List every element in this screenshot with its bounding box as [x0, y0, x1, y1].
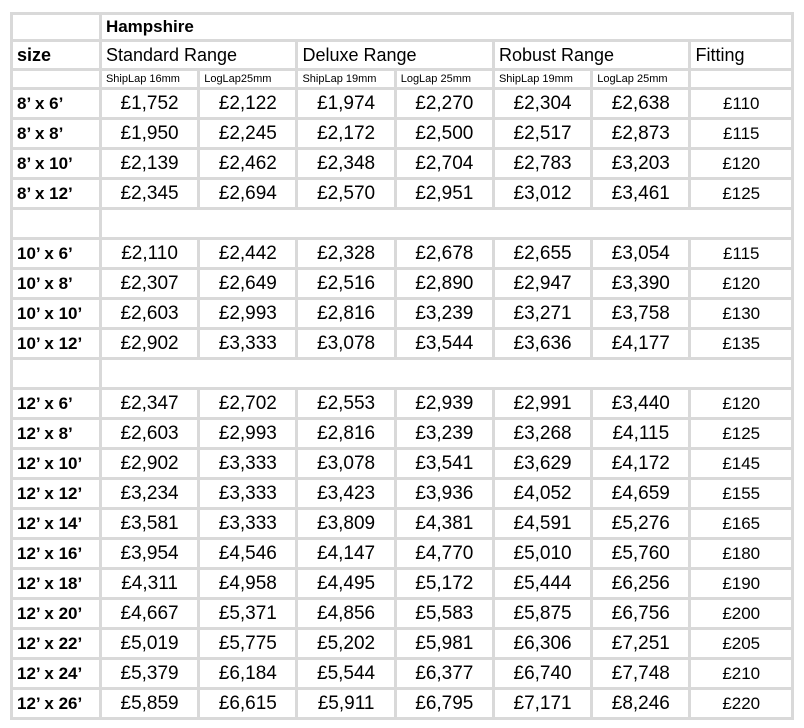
size-cell: 12’ x 12’	[12, 479, 101, 509]
price-cell: £3,636	[493, 329, 591, 359]
price-cell: £3,333	[199, 449, 297, 479]
price-cell: £2,603	[100, 299, 198, 329]
price-cell: £2,783	[493, 149, 591, 179]
size-cell: 12’ x 18’	[12, 569, 101, 599]
price-cell: £2,993	[199, 299, 297, 329]
fitting-cell: £120	[690, 389, 793, 419]
price-cell: £2,890	[395, 269, 493, 299]
size-cell: 12’ x 26’	[12, 689, 101, 719]
price-cell: £1,950	[100, 119, 198, 149]
price-cell: £6,615	[199, 689, 297, 719]
price-cell: £3,629	[493, 449, 591, 479]
fitting-cell: £210	[690, 659, 793, 689]
subheader-standard-shiplap: ShipLap 16mm	[100, 70, 198, 89]
price-cell: £4,591	[493, 509, 591, 539]
size-cell: 8’ x 10’	[12, 149, 101, 179]
price-cell: £2,678	[395, 239, 493, 269]
table-row	[12, 269, 793, 299]
price-cell: £2,328	[297, 239, 395, 269]
price-cell: £3,239	[395, 299, 493, 329]
price-cell: £3,078	[297, 329, 395, 359]
price-cell: £4,667	[100, 599, 198, 629]
price-cell: £5,276	[592, 509, 690, 539]
price-cell: £1,752	[100, 89, 198, 119]
fitting-cell: £110	[690, 89, 793, 119]
price-cell: £5,775	[199, 629, 297, 659]
price-cell: £3,203	[592, 149, 690, 179]
standard-range-header: Standard Range	[100, 41, 297, 70]
price-cell: £7,748	[592, 659, 690, 689]
price-cell: £4,770	[395, 539, 493, 569]
subheader-blank-cell	[12, 70, 101, 89]
table-row	[12, 419, 793, 449]
fitting-cell: £220	[690, 689, 793, 719]
price-cell: £2,902	[100, 329, 198, 359]
price-cell: £1,974	[297, 89, 395, 119]
price-cell: £2,345	[100, 179, 198, 209]
size-cell: 12’ x 6’	[12, 389, 101, 419]
table-row	[12, 449, 793, 479]
subheader-deluxe-shiplap: ShipLap 19mm	[297, 70, 395, 89]
size-cell: 8’ x 12’	[12, 179, 101, 209]
table-row	[12, 149, 793, 179]
price-cell: £5,911	[297, 689, 395, 719]
price-cell: £2,122	[199, 89, 297, 119]
price-cell: £5,010	[493, 539, 591, 569]
price-cell: £2,553	[297, 389, 395, 419]
price-cell: £4,381	[395, 509, 493, 539]
subheader-robust-loglap: LogLap 25mm	[592, 70, 690, 89]
price-cell: £4,311	[100, 569, 198, 599]
price-cell: £2,307	[100, 269, 198, 299]
price-cell: £2,110	[100, 239, 198, 269]
price-cell: £5,019	[100, 629, 198, 659]
price-cell: £4,659	[592, 479, 690, 509]
price-cell: £3,234	[100, 479, 198, 509]
price-cell: £2,172	[297, 119, 395, 149]
price-cell: £2,500	[395, 119, 493, 149]
price-cell: £2,655	[493, 239, 591, 269]
price-cell: £3,581	[100, 509, 198, 539]
price-cell: £5,444	[493, 569, 591, 599]
price-cell: £3,333	[199, 329, 297, 359]
price-cell: £3,054	[592, 239, 690, 269]
price-cell: £3,012	[493, 179, 591, 209]
price-cell: £2,873	[592, 119, 690, 149]
price-cell: £3,758	[592, 299, 690, 329]
price-cell: £2,570	[297, 179, 395, 209]
size-cell: 10’ x 12’	[12, 329, 101, 359]
price-table-body	[12, 14, 793, 719]
fitting-cell: £180	[690, 539, 793, 569]
price-cell: £2,991	[493, 389, 591, 419]
fitting-cell: £115	[690, 239, 793, 269]
table-row	[12, 389, 793, 419]
price-cell: £3,423	[297, 479, 395, 509]
price-cell: £3,390	[592, 269, 690, 299]
size-cell: 10’ x 6’	[12, 239, 101, 269]
price-cell: £3,809	[297, 509, 395, 539]
price-cell: £3,936	[395, 479, 493, 509]
price-cell: £2,702	[199, 389, 297, 419]
price-cell: £3,461	[592, 179, 690, 209]
subheader-standard-loglap: LogLap25mm	[199, 70, 297, 89]
price-cell: £2,270	[395, 89, 493, 119]
price-cell: £3,333	[199, 479, 297, 509]
price-cell: £2,347	[100, 389, 198, 419]
spacer-size-cell	[12, 209, 101, 239]
price-cell: £2,951	[395, 179, 493, 209]
price-cell: £2,348	[297, 149, 395, 179]
table-row	[12, 569, 793, 599]
price-cell: £3,271	[493, 299, 591, 329]
price-cell: £2,517	[493, 119, 591, 149]
fitting-cell: £130	[690, 299, 793, 329]
price-cell: £2,516	[297, 269, 395, 299]
table-row	[12, 179, 793, 209]
price-cell: £6,740	[493, 659, 591, 689]
price-cell: £2,816	[297, 419, 395, 449]
price-cell: £6,795	[395, 689, 493, 719]
price-cell: £5,172	[395, 569, 493, 599]
price-table	[10, 12, 794, 720]
price-cell: £5,875	[493, 599, 591, 629]
size-cell: 8’ x 6’	[12, 89, 101, 119]
price-cell: £2,649	[199, 269, 297, 299]
price-cell: £5,379	[100, 659, 198, 689]
price-cell: £3,544	[395, 329, 493, 359]
price-cell: £2,902	[100, 449, 198, 479]
price-cell: £7,171	[493, 689, 591, 719]
price-cell: £4,856	[297, 599, 395, 629]
price-cell: £4,115	[592, 419, 690, 449]
price-cell: £2,304	[493, 89, 591, 119]
size-cell: 12’ x 24’	[12, 659, 101, 689]
price-cell: £5,202	[297, 629, 395, 659]
table-row	[12, 539, 793, 569]
price-cell: £5,583	[395, 599, 493, 629]
price-cell: £6,306	[493, 629, 591, 659]
price-cell: £4,172	[592, 449, 690, 479]
price-cell: £6,377	[395, 659, 493, 689]
price-cell: £3,333	[199, 509, 297, 539]
price-cell: £2,694	[199, 179, 297, 209]
group-spacer-row	[12, 359, 793, 389]
fitting-header: Fitting	[690, 41, 793, 70]
price-cell: £3,541	[395, 449, 493, 479]
robust-range-header: Robust Range	[493, 41, 690, 70]
spacer-size-cell	[12, 359, 101, 389]
price-cell: £4,052	[493, 479, 591, 509]
table-row	[12, 479, 793, 509]
fitting-cell: £145	[690, 449, 793, 479]
range-header-row	[12, 41, 793, 70]
size-cell: 8’ x 8’	[12, 119, 101, 149]
table-row	[12, 689, 793, 719]
deluxe-range-header: Deluxe Range	[297, 41, 494, 70]
size-cell: 12’ x 22’	[12, 629, 101, 659]
fitting-cell: £125	[690, 179, 793, 209]
price-cell: £4,495	[297, 569, 395, 599]
price-cell: £8,246	[592, 689, 690, 719]
fitting-cell: £135	[690, 329, 793, 359]
size-cell: 12’ x 10’	[12, 449, 101, 479]
size-header: size	[12, 41, 101, 70]
table-row	[12, 299, 793, 329]
price-cell: £4,147	[297, 539, 395, 569]
price-cell: £2,462	[199, 149, 297, 179]
table-row	[12, 599, 793, 629]
fitting-cell: £190	[690, 569, 793, 599]
table-row	[12, 329, 793, 359]
price-cell: £3,954	[100, 539, 198, 569]
fitting-cell: £155	[690, 479, 793, 509]
size-cell: 10’ x 10’	[12, 299, 101, 329]
title-row	[12, 14, 793, 41]
fitting-cell: £120	[690, 269, 793, 299]
price-cell: £4,177	[592, 329, 690, 359]
table-row	[12, 119, 793, 149]
price-cell: £2,816	[297, 299, 395, 329]
price-cell: £5,859	[100, 689, 198, 719]
table-row	[12, 89, 793, 119]
price-cell: £2,442	[199, 239, 297, 269]
size-cell: 10’ x 8’	[12, 269, 101, 299]
price-cell: £5,544	[297, 659, 395, 689]
price-cell: £7,251	[592, 629, 690, 659]
price-cell: £6,756	[592, 599, 690, 629]
price-cell: £2,704	[395, 149, 493, 179]
fitting-cell: £120	[690, 149, 793, 179]
price-cell: £2,603	[100, 419, 198, 449]
spacer-cell	[100, 359, 792, 389]
price-cell: £4,546	[199, 539, 297, 569]
subheader-fitting-blank	[690, 70, 793, 89]
price-table-sheet	[10, 12, 804, 720]
group-spacer-row	[12, 209, 793, 239]
table-row	[12, 509, 793, 539]
price-cell: £2,638	[592, 89, 690, 119]
fitting-cell: £165	[690, 509, 793, 539]
price-cell: £3,239	[395, 419, 493, 449]
price-cell: £6,184	[199, 659, 297, 689]
price-cell: £2,245	[199, 119, 297, 149]
subheader-deluxe-loglap: LogLap 25mm	[395, 70, 493, 89]
table-row	[12, 659, 793, 689]
price-cell: £5,981	[395, 629, 493, 659]
price-cell: £6,256	[592, 569, 690, 599]
price-cell: £3,440	[592, 389, 690, 419]
table-row	[12, 629, 793, 659]
corner-cell	[12, 14, 101, 41]
fitting-cell: £205	[690, 629, 793, 659]
spacer-cell	[100, 209, 792, 239]
size-cell: 12’ x 14’	[12, 509, 101, 539]
price-cell: £5,371	[199, 599, 297, 629]
table-title: Hampshire	[100, 14, 792, 41]
price-cell: £2,947	[493, 269, 591, 299]
size-cell: 12’ x 16’	[12, 539, 101, 569]
price-cell: £5,760	[592, 539, 690, 569]
size-cell: 12’ x 20’	[12, 599, 101, 629]
price-cell: £2,139	[100, 149, 198, 179]
fitting-cell: £115	[690, 119, 793, 149]
subheader-robust-shiplap: ShipLap 19mm	[493, 70, 591, 89]
price-cell: £2,993	[199, 419, 297, 449]
fitting-cell: £200	[690, 599, 793, 629]
size-cell: 12’ x 8’	[12, 419, 101, 449]
fitting-cell: £125	[690, 419, 793, 449]
price-cell: £2,939	[395, 389, 493, 419]
material-subheader-row	[12, 70, 793, 89]
price-cell: £4,958	[199, 569, 297, 599]
price-cell: £3,078	[297, 449, 395, 479]
table-row	[12, 239, 793, 269]
price-cell: £3,268	[493, 419, 591, 449]
